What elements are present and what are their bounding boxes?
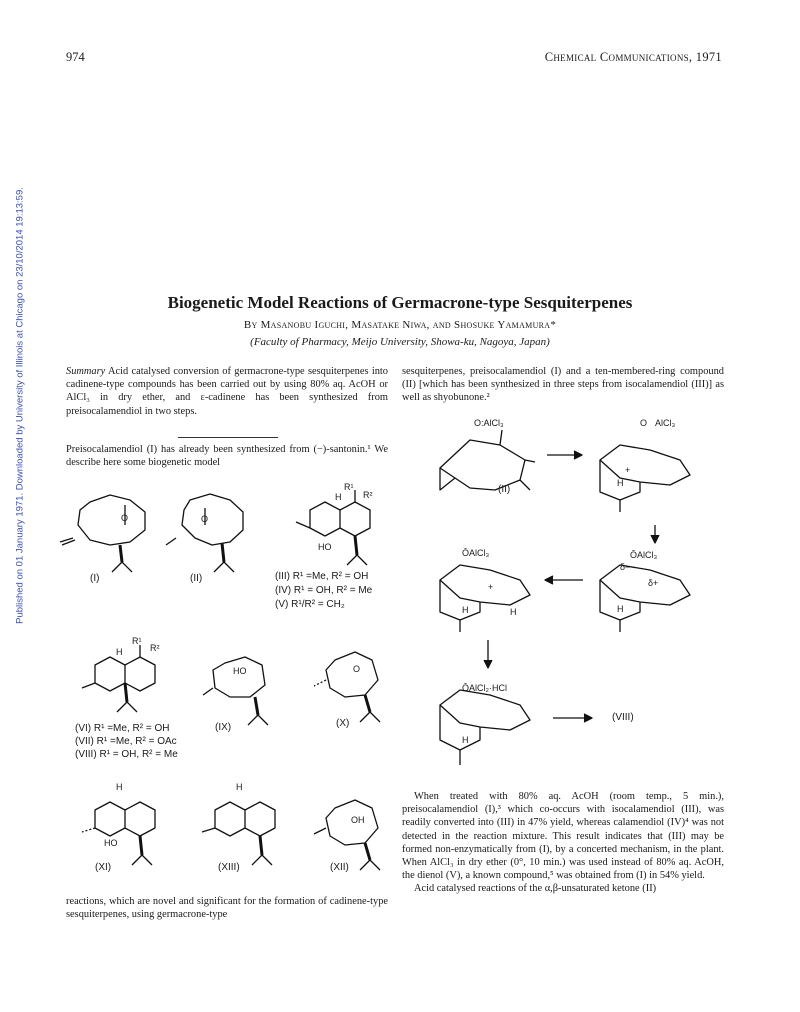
summary-text: Acid catalysed conversion of germacrone-type sesquiterpenes into cadinene-type compounds has been carried out by using 80% aq. AcOH or AlCl₃ in dry ether, and ε-cadinene has been synthesized from preisocalamendiol in two steps.	[66, 366, 388, 417]
atom-R2: R²	[150, 643, 160, 653]
atom-AlCl3: AlCl₃	[655, 418, 676, 428]
scheme-intermediate-4	[440, 690, 530, 765]
atom-O: O	[121, 513, 129, 523]
atom-OAlCl2HCl: ŌAlCl₂·HCl	[462, 683, 507, 693]
atom-H: H	[617, 478, 624, 488]
defs-III-V	[275, 570, 372, 612]
atom-H: H	[116, 647, 123, 657]
atom-HO: HO	[233, 666, 247, 676]
def-VI: (VI) R¹ =Me, R² = OH	[75, 723, 170, 734]
page-number: 974	[66, 50, 85, 64]
def-V-r2: R²	[304, 599, 316, 610]
atom-HO: HO	[104, 838, 118, 848]
atom-H: H	[617, 604, 624, 614]
atom-plus: +	[488, 582, 494, 592]
article-title: Biogenetic Model Reactions of Germacrone-type Sesquiterpenes	[167, 293, 633, 312]
def-IV: (IV) R¹ = OH, R² = Me	[275, 585, 373, 596]
atom-OAlCl3: ŌAlCl₃	[462, 548, 490, 558]
summary-label: Summary	[66, 366, 106, 377]
scheme-label-VIII: (VIII)	[612, 712, 634, 723]
left-col-continuation: reactions, which are novel and significant for the formation of cadinene-type sesquiterpenes, using germacrone-type	[66, 896, 388, 921]
right-col-intro: sesquiterpenes, preisocalamendiol (I) and a ten-membered-ring compound (II) [which has been synthesized in three steps from isocalamendiol (III)] as well as shyobunone.²	[402, 366, 724, 404]
structure-II	[166, 494, 243, 572]
atom-plus: +	[625, 465, 631, 475]
atom-H: H	[462, 735, 469, 745]
structure-XII	[314, 800, 380, 870]
arrowhead	[484, 660, 492, 668]
scheme-intermediate-2	[600, 565, 690, 632]
arrowhead	[584, 714, 592, 722]
body-paragraph: Acid catalysed reactions of the α,β-unsaturated ketone (II)	[414, 883, 657, 895]
atom-R2: R²	[363, 490, 373, 500]
def-VIII: (VIII) R¹ = OH, R² = Me	[75, 749, 178, 760]
structure-I	[60, 495, 145, 572]
def-V-value: = CH₂	[317, 599, 345, 610]
article-authors: By Masanobu Iguchi, Masatake Niwa, and Shosuke Yamamura*	[243, 319, 557, 331]
body-paragraph: When treated with 80% aq. AcOH (room temp., 5 min.), preisocalamendiol (I),³ which co-occurs with isocalamendiol (III), was readily converted into (III) in 47% yield, whereas calamendiol (IV)⁴ was not detected in the reaction mixture. This result indicates that (III) may be formed non-enzymatically from (I), by a concerted mechanism, in the plant. When AlCl₃ in dry ether (0°, 10 min.) was used instead of 80% aq. AcOH, the dienol (V), a known compound,⁵ was obtained from (I) in 54% yield.	[402, 791, 724, 882]
label-XIII: (XIII)	[218, 862, 240, 873]
scheme-intermediate-3	[440, 565, 530, 632]
arrowhead	[545, 576, 553, 584]
def-V-r1: R¹	[291, 599, 302, 610]
atom-delta-plus: δ+	[648, 578, 659, 588]
defs-VI-VIII	[75, 722, 178, 761]
atom-O: O	[640, 418, 648, 428]
journal-header: Chemical Communications, 1971	[544, 50, 722, 64]
atom-H: H	[116, 782, 123, 792]
label-I: (I)	[90, 573, 100, 584]
def-VII: (VII) R¹ =Me, R² = OAc	[75, 736, 177, 747]
atom-R1: R¹	[344, 482, 354, 492]
structure-XI	[82, 802, 155, 865]
def-V: (V) R¹/R² = CH₂	[275, 599, 345, 610]
atom-OH: OH	[351, 815, 365, 825]
atom-O-AlCl3: O:AlCl₃	[474, 418, 504, 428]
atom-H: H	[236, 782, 243, 792]
intro-paragraph: Preisocalamendiol (I) has already been synthesized from (−)-santonin.¹ We describe here some biogenetic model	[66, 444, 388, 469]
label-X: (X)	[336, 718, 350, 729]
atom-OAlCl3: ŌAlCl₃	[630, 550, 658, 560]
download-notice[interactable]: Published on 01 January 1971. Downloaded by University of Illinois at Chicago on 23/10/2014 19:13:59.	[14, 187, 26, 624]
atom-H: H	[335, 492, 342, 502]
atom-O: O	[201, 514, 209, 524]
structure-III	[296, 490, 370, 565]
structure-X	[314, 652, 380, 722]
scheme-II	[440, 430, 535, 490]
structure-XIII	[202, 802, 275, 865]
scheme-intermediate-1	[600, 445, 690, 512]
atom-HO: HO	[318, 542, 332, 552]
atom-O: O	[353, 664, 361, 674]
def-V-label: (V)	[275, 599, 289, 610]
atom-H: H	[510, 607, 517, 617]
label-II: (II)	[190, 573, 203, 584]
arrowhead	[651, 535, 659, 543]
atom-delta-minus: δ−	[620, 562, 631, 572]
atom-H: H	[462, 605, 469, 615]
atom-R1: R¹	[132, 636, 142, 646]
label-IX: (IX)	[215, 722, 232, 733]
def-III: (III) R¹ =Me, R² = OH	[275, 571, 369, 582]
label-XI: (XI)	[95, 862, 112, 873]
label-XII: (XII)	[330, 862, 349, 873]
arrowhead	[574, 451, 582, 459]
article-affiliation: (Faculty of Pharmacy, Meijo University, Showa-ku, Nagoya, Japan)	[250, 336, 550, 348]
scheme-label-II: (II)	[498, 484, 511, 495]
